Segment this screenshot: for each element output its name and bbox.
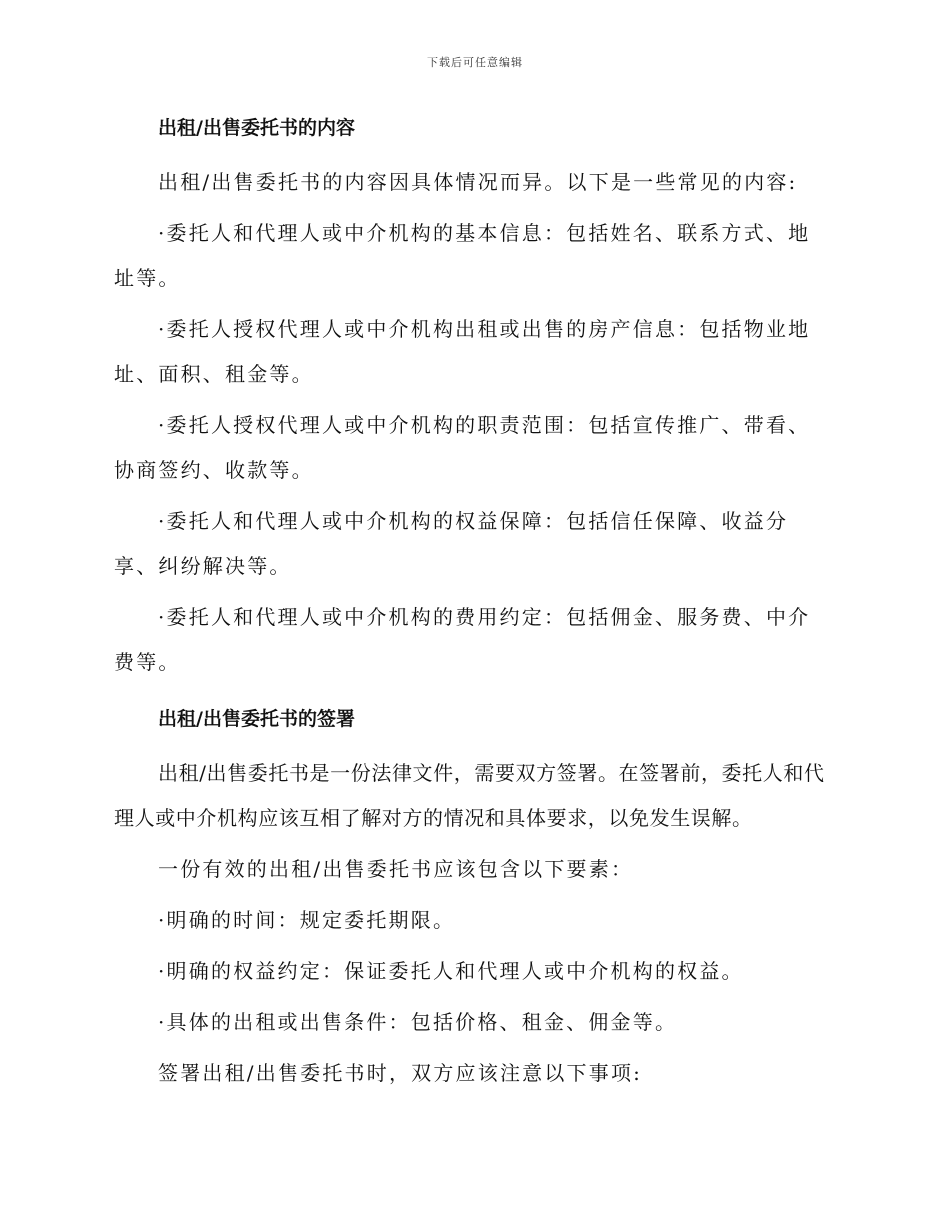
paragraph: 出租/出售委托书是一份法律文件，需要双方签署。在签署前，委托人和代理人或中介机构应该互相了解对方的情况和具体要求，以免发生误解。 [114,761,825,830]
section-heading-signing: 出租/出售委托书的签署 [158,708,355,730]
paragraph: 签署出租/出售委托书时，双方应该注意以下事项: [158,1061,643,1085]
bullet-item: ·委托人和代理人或中介机构的费用约定：包括佣金、服务费、中介费等。 [114,605,811,674]
header-note: 下载后可任意编辑 [427,56,523,69]
bullet-item: ·委托人和代理人或中介机构的权益保障：包括信任保障、收益分享、纠纷解决等。 [114,509,789,578]
bullet-item: ·具体的出租或出售条件：包括价格、租金、佣金等。 [158,1010,678,1034]
section-heading-content: 出租/出售委托书的内容 [158,117,355,139]
document-body [114,112,830,1096]
bullet-item: ·明确的权益约定：保证委托人和代理人或中介机构的权益。 [158,959,744,983]
bullet-item: ·委托人和代理人或中介机构的基本信息：包括姓名、联系方式、地址等。 [114,221,811,290]
paragraph: 出租/出售委托书的内容因具体情况而异。以下是一些常见的内容: [158,170,798,194]
bullet-item: ·委托人授权代理人或中介机构出租或出售的房产信息：包括物业地址、面积、租金等。 [114,317,811,386]
paragraph: 一份有效的出租/出售委托书应该包含以下要素： [158,857,634,881]
bullet-item: ·委托人授权代理人或中介机构的职责范围：包括宣传推广、带看、协商签约、收款等。 [114,413,811,482]
bullet-item: ·明确的时间：规定委托期限。 [158,908,456,932]
